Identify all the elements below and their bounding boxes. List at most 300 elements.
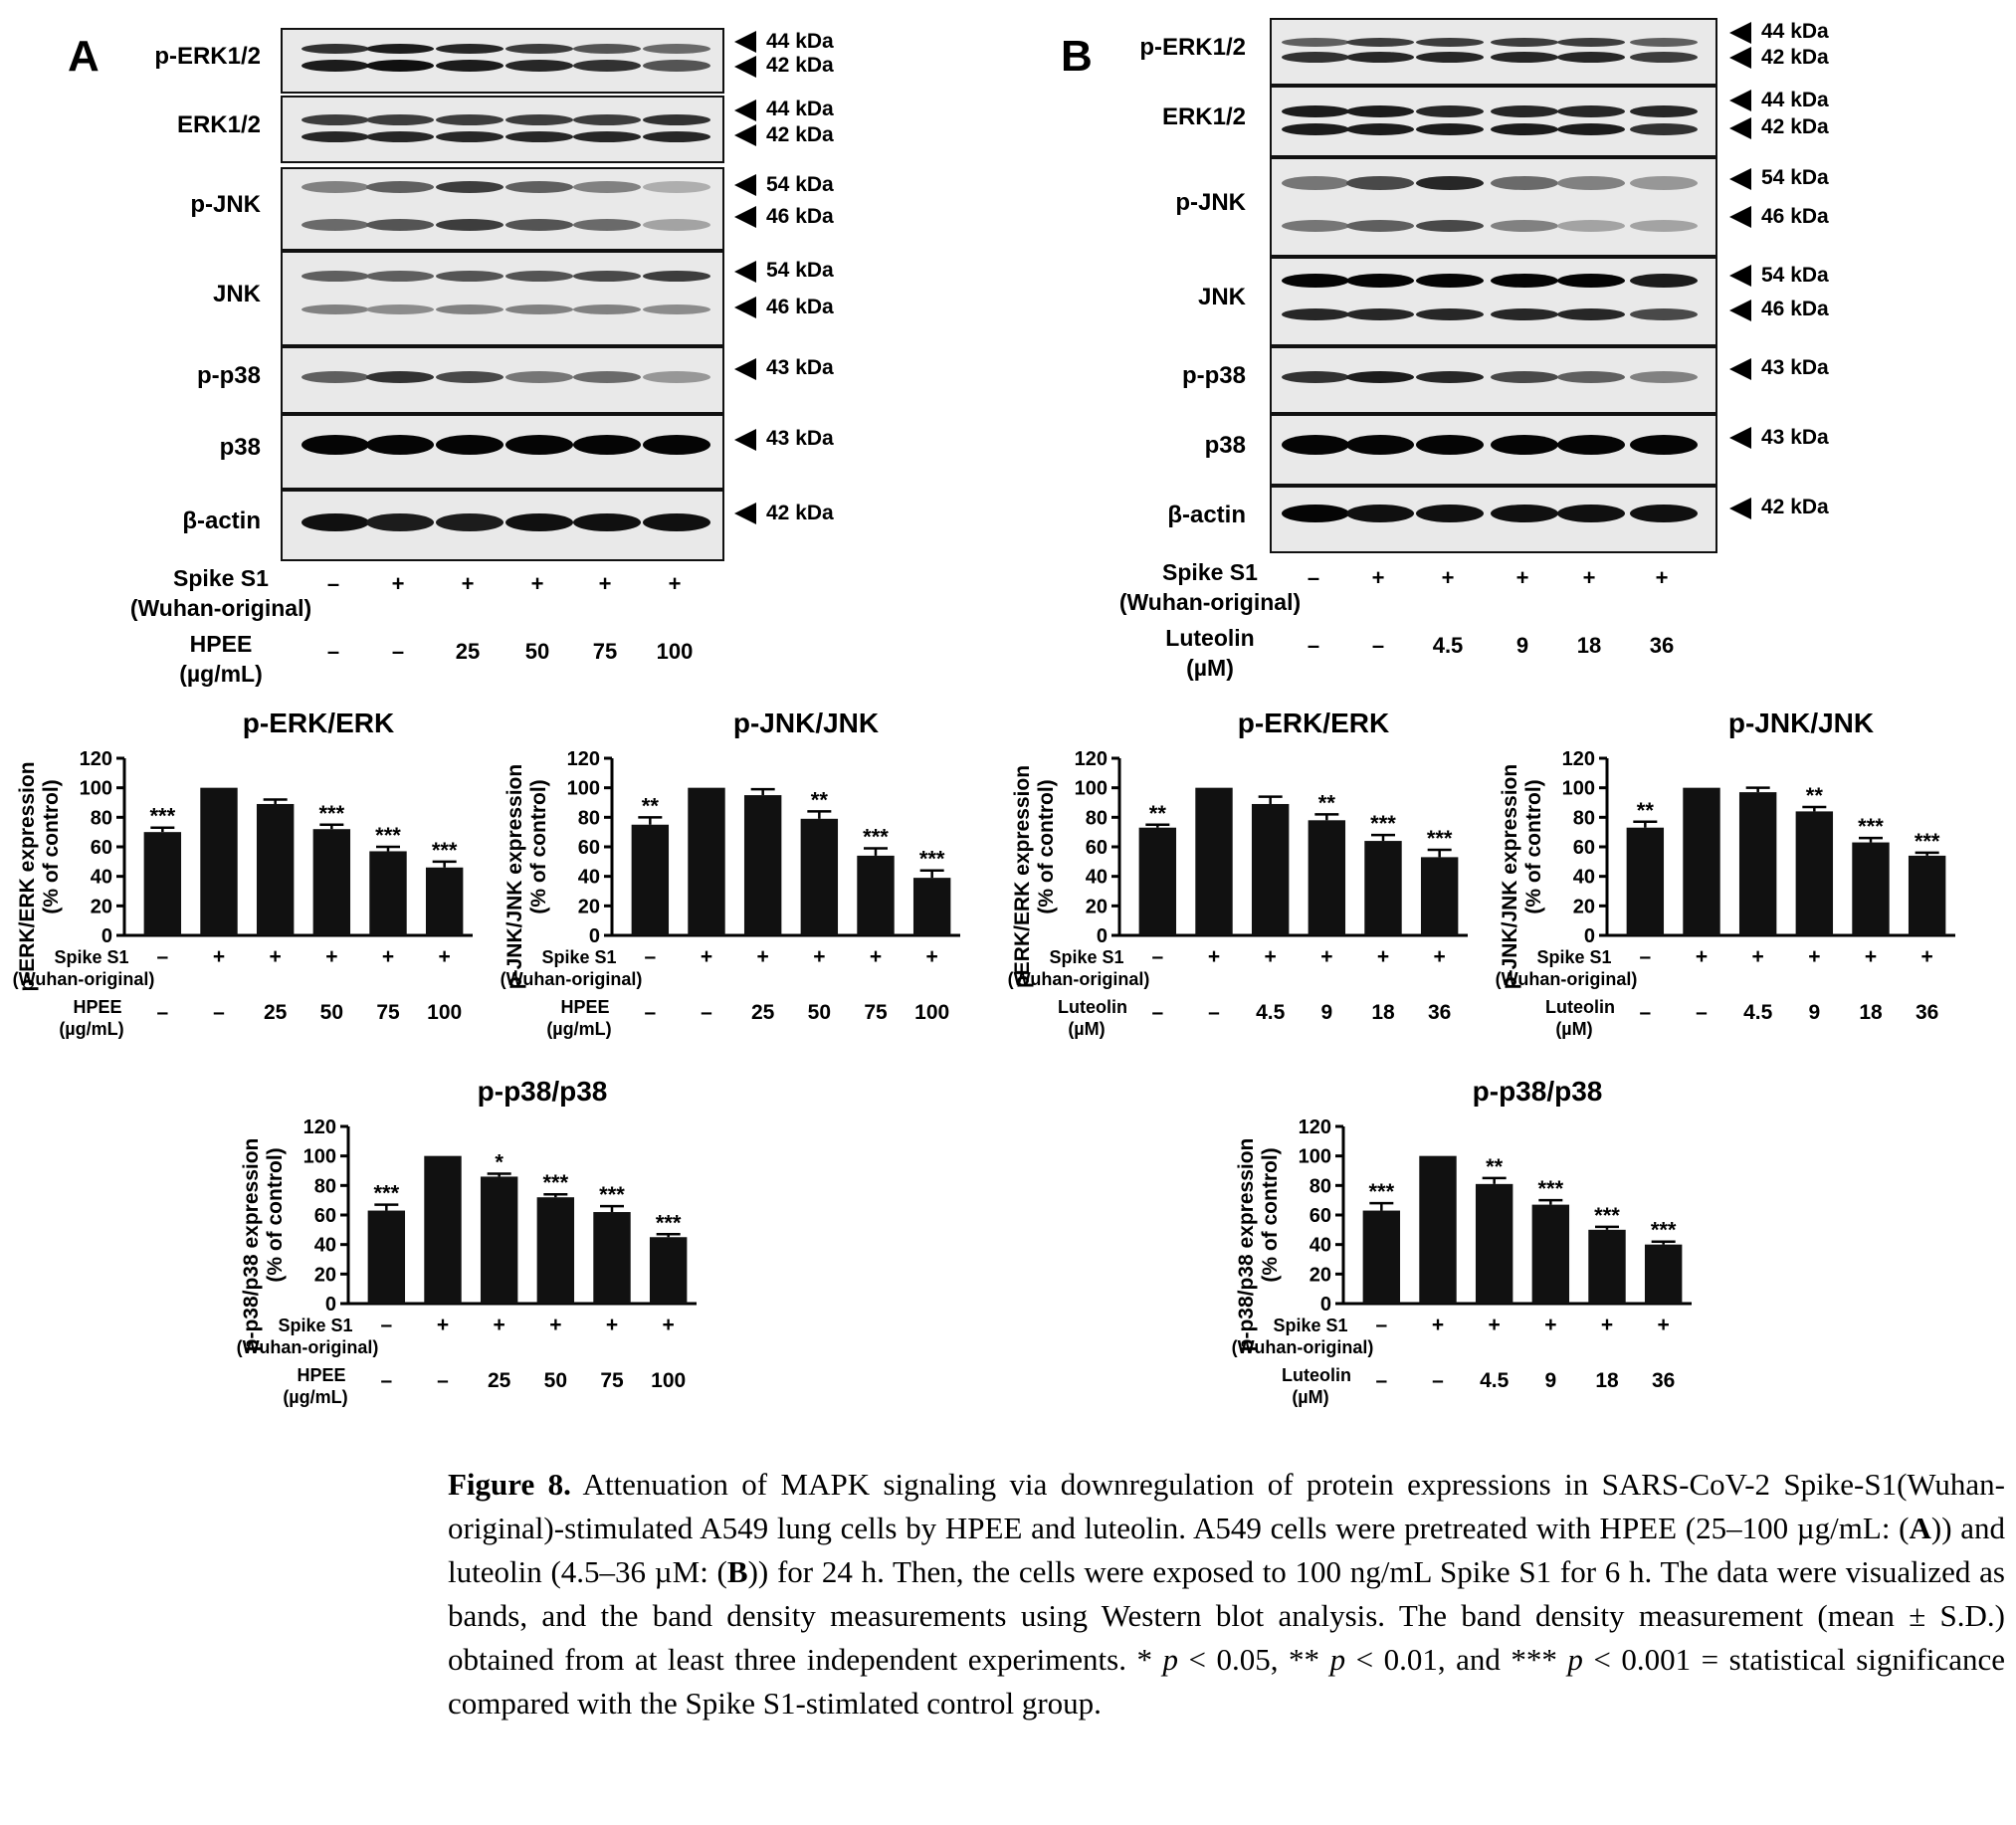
- spike-value: +: [813, 945, 826, 968]
- blot-band: [573, 181, 641, 193]
- blot-band: [1491, 505, 1558, 522]
- blot-band: [505, 304, 573, 314]
- kda-marker: [1729, 205, 1829, 229]
- chart-title: p-p38/p38: [1472, 1076, 1603, 1107]
- blot-band: [573, 60, 641, 72]
- kda-marker: [734, 259, 834, 283]
- bar: [1852, 843, 1889, 935]
- bar: [1419, 1156, 1456, 1304]
- spike-label: Spike S1: [173, 565, 269, 591]
- chart-title: p-ERK/ERK: [242, 708, 395, 738]
- spike-value: +: [662, 1314, 675, 1336]
- kda-text: 44 kDa: [766, 29, 834, 53]
- bar-chart: [1219, 1065, 1736, 1423]
- dose-sublabel: (µg/mL): [283, 1387, 348, 1407]
- dose-sublabel: (µM): [1555, 1019, 1593, 1039]
- spike-value: +: [1376, 945, 1390, 968]
- blot-band: [1630, 274, 1698, 288]
- arrow-left-icon: [734, 174, 756, 196]
- arrow-left-icon: [734, 429, 756, 451]
- blot-band: [1491, 176, 1558, 190]
- bar: [744, 795, 781, 935]
- blot-band: [1282, 220, 1349, 232]
- bar-chart: [224, 1065, 741, 1423]
- spike-value: +: [461, 571, 475, 596]
- y-tick-label: 20: [1572, 896, 1595, 918]
- bar: [1309, 820, 1345, 935]
- arrow-left-icon: [1729, 498, 1751, 519]
- caption-p3: p: [1567, 1642, 1583, 1677]
- kda-text: 42 kDa: [1761, 496, 1829, 519]
- blot-band: [436, 131, 504, 142]
- y-tick-label: 40: [90, 866, 112, 889]
- arrow-left-icon: [734, 503, 756, 524]
- blot-band: [366, 60, 434, 72]
- significance-label: **: [1636, 797, 1654, 823]
- y-tick-label: 80: [1085, 807, 1108, 830]
- blot-band: [366, 371, 434, 383]
- y-tick-label: 120: [1298, 1116, 1331, 1138]
- spike-value: +: [1431, 1314, 1445, 1336]
- kda-text: 42 kDa: [766, 501, 834, 524]
- spike-value: +: [869, 945, 883, 968]
- spike-sublabel: (Wuhan-original): [500, 969, 643, 989]
- significance-label: ***: [149, 803, 176, 829]
- blot-band: [302, 181, 369, 193]
- blot-band: [436, 304, 504, 314]
- arrow-left-icon: [1729, 117, 1751, 139]
- dose-label: HPEE: [297, 1365, 346, 1385]
- spike-value: +: [925, 945, 938, 968]
- dose-label: Luteolin: [1545, 997, 1615, 1017]
- bar-chart: [1483, 697, 2000, 1055]
- y-axis-sublabel: (% of control): [1522, 779, 1545, 914]
- y-tick-label: 80: [313, 1175, 336, 1198]
- spike-value: +: [756, 945, 769, 968]
- spike-value: +: [1441, 565, 1455, 590]
- caption-text-1: Attenuation of MAPK signaling via downregulation of protein expressions in SARS-CoV-2 Spike-S1(Wuhan-original)-stimulated A549 lung cells by HPEE and luteolin. A549 cells were pretreated with HPEE (25–100 µg/mL: (: [448, 1467, 2005, 1545]
- spike-sublabel: (Wuhan-original): [1007, 969, 1150, 989]
- bar: [1627, 828, 1664, 935]
- spike-value: +: [598, 571, 612, 596]
- blot-band: [573, 131, 641, 142]
- blot-band: [505, 44, 573, 54]
- bar: [368, 1211, 405, 1304]
- y-tick-label: 0: [324, 1294, 336, 1316]
- bar: [632, 825, 669, 935]
- kda-marker: [1729, 356, 1829, 380]
- blot-band: [302, 371, 369, 383]
- dose-label: HPEE: [189, 631, 253, 657]
- blot-band: [366, 181, 434, 193]
- blot-band: [1491, 435, 1558, 455]
- dose-value: –: [1432, 1369, 1444, 1392]
- spike-sublabel: (Wuhan-original): [129, 595, 312, 621]
- arrow-left-icon: [1729, 427, 1751, 449]
- significance-label: **: [1317, 790, 1335, 816]
- spike-value: +: [1433, 945, 1446, 968]
- significance-label: ***: [599, 1182, 625, 1208]
- arrow-left-icon: [734, 206, 756, 228]
- blot-image: [281, 28, 724, 94]
- blot-label: JNK: [1197, 284, 1246, 310]
- significance-label: ***: [863, 824, 889, 850]
- kda-text: 54 kDa: [766, 259, 834, 283]
- kda-marker: [1729, 496, 1829, 519]
- spike-value: +: [1808, 945, 1821, 968]
- blot-label: β-actin: [182, 507, 261, 534]
- blot-label: p-JNK: [1175, 189, 1246, 216]
- bar: [537, 1197, 574, 1304]
- y-tick-label: 0: [1319, 1294, 1331, 1316]
- blot-band: [1630, 220, 1698, 232]
- kda-text: 44 kDa: [766, 98, 834, 121]
- bar: [650, 1237, 687, 1304]
- spike-value: +: [438, 945, 451, 968]
- dose-value: –: [1371, 633, 1385, 658]
- y-axis-sublabel: (% of control): [1035, 779, 1058, 914]
- spike-value: +: [1695, 945, 1709, 968]
- blot-band: [302, 60, 369, 72]
- blot-band: [1416, 105, 1484, 117]
- spike-value: +: [1655, 565, 1669, 590]
- blot-band: [1346, 274, 1414, 288]
- dose-value: 25: [750, 1001, 775, 1024]
- kda-text: 42 kDa: [1761, 115, 1829, 139]
- dose-value: –: [1151, 1001, 1164, 1024]
- spike-value: +: [436, 1314, 450, 1336]
- blot-label: p-ERK1/2: [1139, 34, 1246, 61]
- blot-label: ERK1/2: [176, 111, 261, 138]
- bar: [1683, 788, 1719, 935]
- blot-band: [1416, 52, 1484, 63]
- blot-band: [302, 513, 369, 531]
- y-tick-label: 120: [1561, 748, 1595, 770]
- blot-image: [281, 96, 724, 163]
- bar: [424, 1156, 461, 1304]
- blot-image: [1270, 346, 1717, 414]
- blot-band: [1416, 38, 1484, 47]
- dose-value: 9: [1515, 633, 1529, 658]
- kda-marker: [734, 205, 834, 229]
- spike-value: +: [1600, 1314, 1614, 1336]
- blot-band: [1282, 38, 1349, 47]
- blot-band: [366, 271, 434, 282]
- dose-value: –: [213, 1001, 225, 1024]
- spike-value: +: [1657, 1314, 1670, 1336]
- blot-band: [643, 513, 710, 531]
- bar: [1532, 1205, 1569, 1304]
- blot-band: [505, 181, 573, 193]
- blot-label: p38: [219, 434, 261, 461]
- dose-label: Luteolin: [1058, 997, 1127, 1017]
- spike-label: Spike S1: [1536, 947, 1612, 967]
- kda-text: 46 kDa: [766, 296, 834, 319]
- blot-band: [1282, 435, 1349, 455]
- blot-band: [573, 271, 641, 282]
- blot-band: [505, 219, 573, 231]
- bar: [426, 868, 463, 935]
- arrow-left-icon: [1729, 265, 1751, 287]
- bar: [1363, 1211, 1400, 1304]
- kda-marker: [734, 502, 834, 525]
- y-tick-label: 60: [1309, 1205, 1331, 1227]
- blot-label: p-p38: [1181, 362, 1246, 389]
- kda-marker: [734, 427, 834, 451]
- kda-marker: [734, 296, 834, 319]
- spike-value: –: [1375, 1314, 1388, 1336]
- dose-sublabel: (µg/mL): [546, 1019, 612, 1039]
- caption-text-2: )) and luteolin (4.5–36 µM: (: [448, 1511, 2005, 1589]
- blot-band: [643, 219, 710, 231]
- bar: [369, 851, 406, 935]
- blot-image: [1270, 414, 1717, 486]
- significance-label: **: [810, 787, 828, 813]
- blot-band: [1491, 105, 1558, 117]
- blot-label: p-p38: [196, 362, 261, 389]
- blot-image: [1270, 86, 1717, 157]
- blot-band: [366, 131, 434, 142]
- dose-value: –: [1307, 633, 1320, 658]
- blot-band: [505, 131, 573, 142]
- spike-label: Spike S1: [541, 947, 617, 967]
- dose-sublabel: (µM): [1292, 1387, 1329, 1407]
- spike-label: Spike S1: [1273, 1316, 1348, 1335]
- spike-value: +: [1544, 1314, 1557, 1336]
- figure-caption: [448, 1463, 2005, 1725]
- bar: [1645, 1245, 1682, 1304]
- blot-band: [643, 435, 710, 455]
- y-tick-label: 60: [1085, 837, 1108, 859]
- bar: [1252, 804, 1289, 935]
- kda-marker: [1729, 89, 1829, 112]
- blot-band: [643, 44, 710, 54]
- bar: [313, 829, 350, 935]
- blot-band: [1630, 123, 1698, 135]
- blot-band: [573, 513, 641, 531]
- kda-marker: [734, 98, 834, 121]
- arrow-left-icon: [734, 358, 756, 380]
- kda-text: 46 kDa: [1761, 204, 1829, 228]
- spike-label: Spike S1: [1049, 947, 1124, 967]
- blot-band: [1557, 435, 1625, 455]
- y-tick-label: 0: [1096, 925, 1108, 947]
- arrow-left-icon: [1729, 358, 1751, 380]
- dose-value: 75: [592, 639, 618, 664]
- blot-band: [436, 219, 504, 231]
- blot-band: [1416, 308, 1484, 320]
- blot-band: [1557, 371, 1625, 383]
- blot-band: [1416, 371, 1484, 383]
- dose-value: 50: [807, 1001, 832, 1024]
- bar: [1476, 1184, 1512, 1304]
- blot-band: [1630, 176, 1698, 190]
- y-tick-label: 100: [1561, 777, 1595, 800]
- blot-band: [1557, 176, 1625, 190]
- blot-band: [1416, 123, 1484, 135]
- blot-band: [366, 435, 434, 455]
- blot-band: [1630, 52, 1698, 63]
- spike-label: Spike S1: [1162, 559, 1258, 585]
- kda-text: 43 kDa: [766, 427, 834, 451]
- blot-band: [1282, 274, 1349, 288]
- bar: [801, 819, 838, 935]
- blot-image: [1270, 157, 1717, 257]
- blot-band: [302, 219, 369, 231]
- spike-value: +: [391, 571, 405, 596]
- dose-value: 18: [1576, 633, 1602, 658]
- kda-text: 43 kDa: [766, 356, 834, 380]
- bar: [593, 1212, 630, 1304]
- kda-marker: [734, 30, 834, 54]
- blot-band: [1491, 274, 1558, 288]
- y-tick-label: 40: [1085, 866, 1108, 889]
- bar: [257, 804, 294, 935]
- spike-value: –: [156, 945, 169, 968]
- blot-label: p38: [1204, 432, 1246, 459]
- spike-value: +: [668, 571, 682, 596]
- dose-value: 4.5: [1432, 633, 1464, 658]
- significance-label: **: [1486, 1153, 1504, 1179]
- bar-chart: [995, 697, 1512, 1055]
- kda-text: 44 kDa: [1761, 20, 1829, 44]
- caption-p1: p: [1162, 1642, 1179, 1677]
- blot-label: β-actin: [1167, 502, 1246, 528]
- spike-value: +: [1488, 1314, 1501, 1336]
- y-tick-label: 120: [566, 748, 600, 770]
- blot-band: [1557, 220, 1625, 232]
- dose-value: –: [391, 639, 405, 664]
- bar: [1195, 788, 1232, 935]
- significance-label: ***: [373, 1180, 400, 1206]
- blot-band: [436, 513, 504, 531]
- blot-band: [1282, 52, 1349, 63]
- blot-image: [1270, 486, 1717, 553]
- spike-value: +: [325, 945, 338, 968]
- dose-sublabel: (µg/mL): [179, 661, 263, 687]
- kda-marker: [734, 356, 834, 380]
- significance-label: ***: [1537, 1176, 1564, 1202]
- blot-band: [1557, 105, 1625, 117]
- spike-value: +: [1751, 945, 1764, 968]
- caption-text-3: )) for 24 h. Then, the cells were exposed to 100 ng/mL Spike S1 for 6 h. The data were visualized as bands, and the band density measurements using Western blot analysis. The band density measurement (mean ± S.D.) obtained from at least three independent experiments. *: [448, 1554, 2005, 1677]
- y-tick-label: 0: [588, 925, 600, 947]
- spike-value: +: [1320, 945, 1333, 968]
- arrow-left-icon: [734, 261, 756, 283]
- blot-band: [1416, 220, 1484, 232]
- blot-band: [1557, 274, 1625, 288]
- blot-band: [1346, 176, 1414, 190]
- blot-band: [1282, 176, 1349, 190]
- blot-band: [643, 114, 710, 125]
- dose-value: 9: [1320, 1001, 1333, 1024]
- blot-band: [1491, 123, 1558, 135]
- dose-value: 50: [319, 1001, 344, 1024]
- arrow-left-icon: [1729, 300, 1751, 321]
- blot-band: [1282, 371, 1349, 383]
- dose-value: 100: [427, 1001, 463, 1024]
- arrow-left-icon: [734, 124, 756, 146]
- significance-label: ***: [318, 800, 345, 826]
- spike-value: +: [1920, 945, 1933, 968]
- y-tick-label: 60: [313, 1205, 336, 1227]
- dose-value: 75: [600, 1369, 624, 1392]
- y-tick-label: 20: [1085, 896, 1108, 918]
- blot-image: [281, 414, 724, 490]
- spike-sublabel: (Wuhan-original): [12, 969, 155, 989]
- bar: [1139, 828, 1176, 935]
- dose-label: Luteolin: [1282, 1365, 1351, 1385]
- blot-band: [302, 44, 369, 54]
- dose-value: 36: [1427, 1001, 1452, 1024]
- blot-band: [1416, 274, 1484, 288]
- kda-marker: [1729, 426, 1829, 450]
- y-tick-label: 80: [1309, 1175, 1331, 1198]
- kda-marker: [1729, 166, 1829, 190]
- arrow-left-icon: [1729, 206, 1751, 228]
- blot-band: [1416, 505, 1484, 522]
- blot-band: [1630, 371, 1698, 383]
- panel-letter-b: B: [1061, 32, 1093, 81]
- kda-text: 54 kDa: [1761, 166, 1829, 190]
- dose-value: 4.5: [1743, 1001, 1773, 1024]
- blot-band: [573, 435, 641, 455]
- blot-band: [302, 114, 369, 125]
- dose-value: –: [156, 1001, 169, 1024]
- significance-label: ***: [655, 1210, 682, 1236]
- kda-text: 46 kDa: [766, 204, 834, 228]
- bar: [481, 1176, 517, 1304]
- blot-band: [1346, 308, 1414, 320]
- y-tick-label: 120: [302, 1116, 336, 1138]
- blot-band: [1416, 435, 1484, 455]
- bar: [1739, 792, 1776, 935]
- y-tick-label: 40: [313, 1234, 336, 1257]
- spike-value: +: [493, 1314, 505, 1336]
- blot-band: [366, 513, 434, 531]
- spike-sublabel: (Wuhan-original): [1231, 1337, 1374, 1357]
- significance-label: ***: [1650, 1217, 1677, 1243]
- y-axis-sublabel: (% of control): [40, 779, 63, 914]
- caption-text-5: < 0.01, and ***: [1345, 1642, 1568, 1677]
- spike-sublabel: (Wuhan-original): [1118, 589, 1302, 615]
- caption-label: Figure 8.: [448, 1467, 571, 1502]
- blot-band: [1282, 505, 1349, 522]
- blot-band: [302, 435, 369, 455]
- blot-band: [1630, 435, 1698, 455]
- spike-value: –: [1307, 565, 1320, 590]
- arrow-left-icon: [734, 100, 756, 121]
- bar: [1364, 841, 1401, 935]
- arrow-left-icon: [1729, 90, 1751, 111]
- bar-chart: [488, 697, 1005, 1055]
- blot-band: [1282, 123, 1349, 135]
- y-tick-label: 60: [1572, 837, 1595, 859]
- bar-chart: [0, 697, 517, 1055]
- significance-label: **: [1805, 782, 1823, 808]
- y-tick-label: 80: [90, 807, 112, 830]
- y-tick-label: 100: [79, 777, 112, 800]
- dose-value: 4.5: [1480, 1369, 1510, 1392]
- blot-band: [1282, 105, 1349, 117]
- bar: [913, 878, 950, 935]
- kda-marker: [1729, 46, 1829, 70]
- caption-p2: p: [1329, 1642, 1346, 1677]
- y-axis-sublabel: (% of control): [527, 779, 550, 914]
- y-axis-label: p-p38/p38 expression: [240, 1137, 263, 1352]
- blot-band: [505, 435, 573, 455]
- blot-band: [436, 60, 504, 72]
